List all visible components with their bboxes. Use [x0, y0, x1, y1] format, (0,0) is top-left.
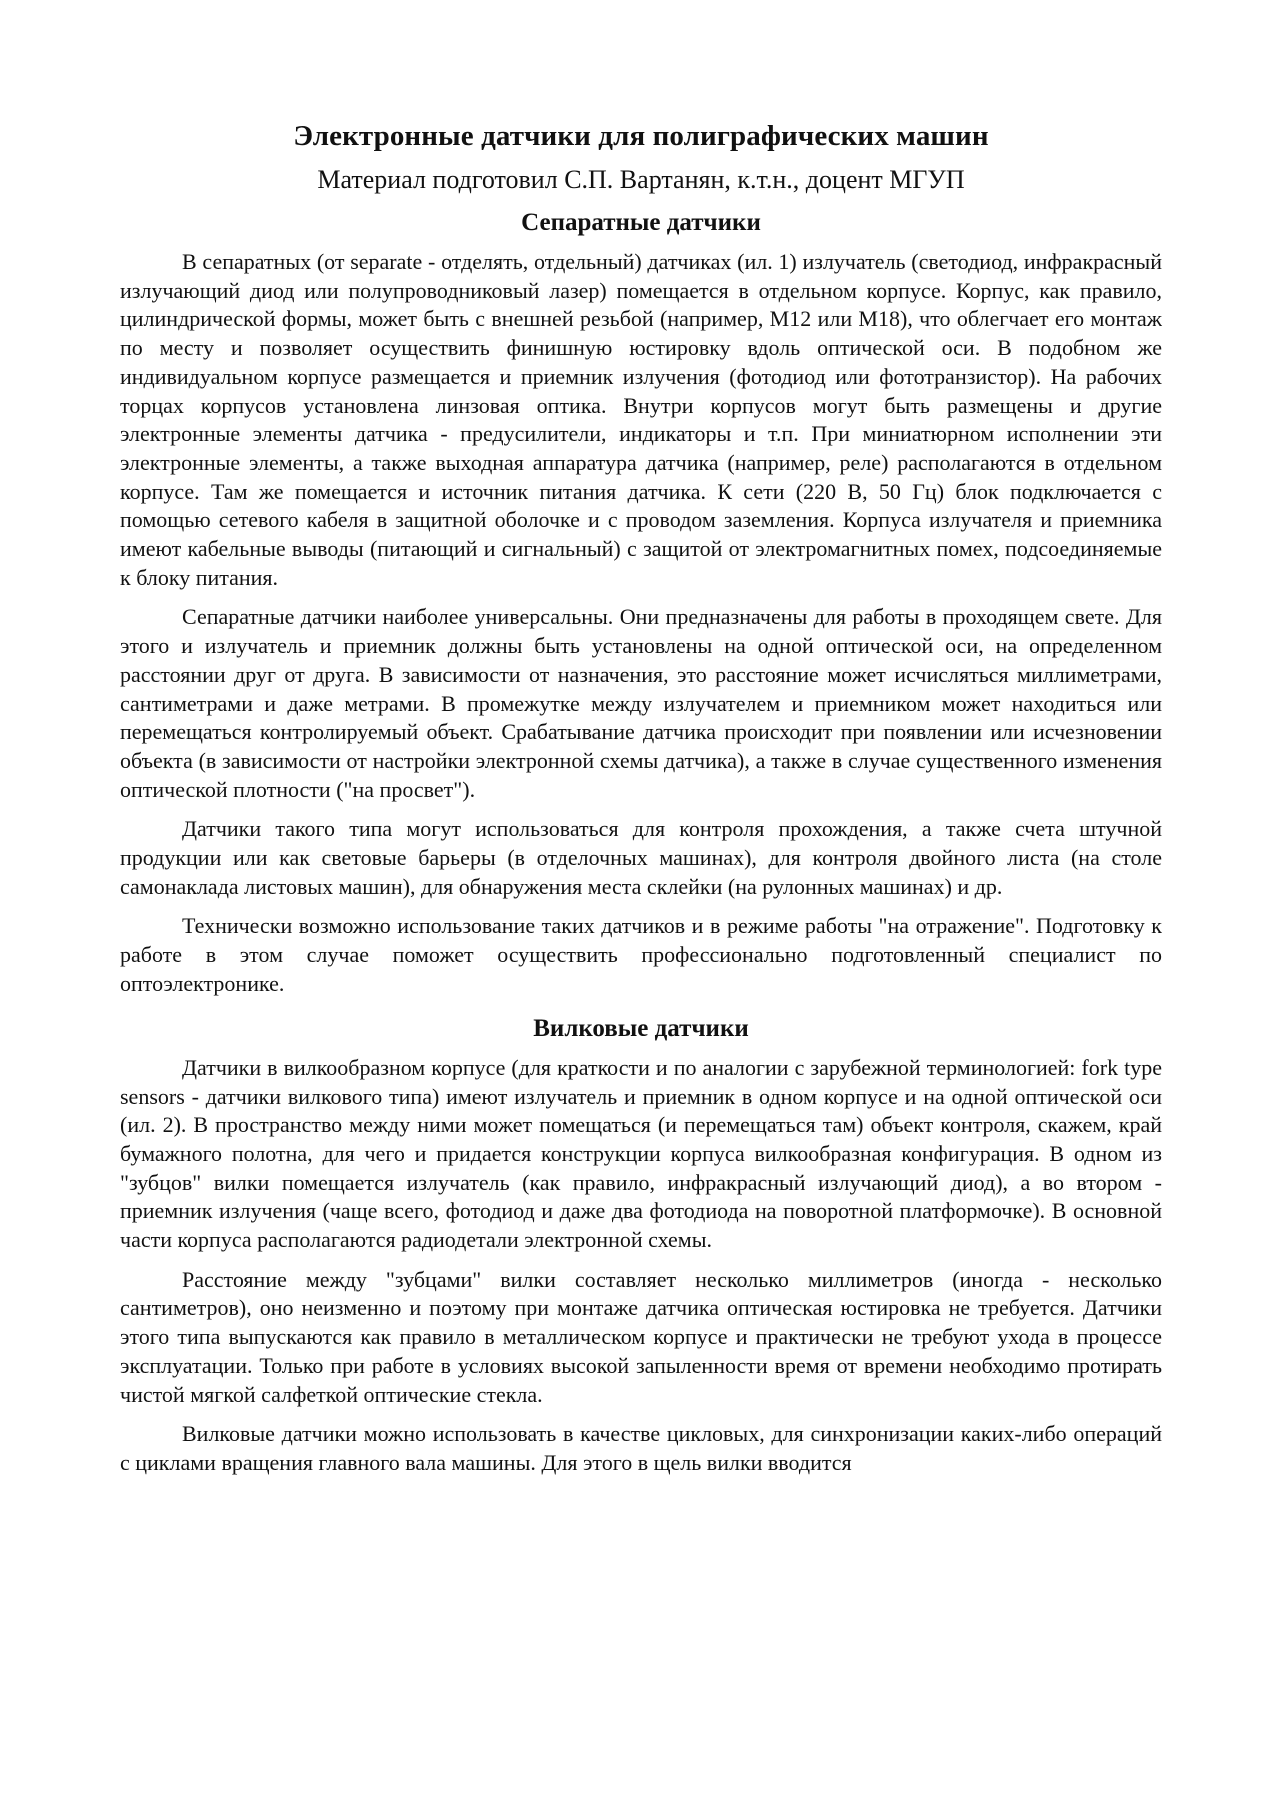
section-heading: Сепаратные датчики	[521, 208, 761, 236]
paragraph: Датчики в вилкообразном корпусе (для краткости и по аналогии с зарубежной терминологией: fork type sensors - датчики вилкового типа) имеют излучатель и приемник в одном корпусе и на одной оптической оси (ил. 2). В пространство между ними может помещаться (и перемещаться там) объект контроля, скажем, край бумажного полотна, для чего и придается конструкции корпуса вилкообразная конфигурация. В одном из "зубцов" вилки помещается излучатель (как правило, инфракрасный излучающий диод), а во втором - приемник излучения (чаще всего, фотодиод и даже два фотодиода на поворотной платформочке). В основной части корпуса располагаются радиодетали электронной схемы.	[120, 1054, 1162, 1253]
section-fork-sensors	[120, 1013, 1162, 1478]
paragraph: Вилковые датчики можно использовать в качестве цикловых, для синхронизации каких-либо операций с циклами вращения главного вала машины. Для этого в щель вилки вводится	[120, 1421, 1162, 1475]
document-title: Электронные датчики для полиграфических машин	[293, 120, 989, 152]
paragraph: В сепаратных (от separate - отделять, отдельный) датчиках (ил. 1) излучатель (светодиод, инфракрасный излучающий диод или полупроводниковый лазер) помещается в отдельном корпусе. Корпус, как правило, цилиндрической формы, может быть с внешней резьбой (например, М12 или М18), что облегчает его монтаж по месту и позволяет осуществить финишную юстировку вдоль оптической оси. В подобном же индивидуальном корпусе размещается и приемник излучения (фотодиод или фототранзистор). На рабочих торцах корпусов установлена линзовая оптика. Внутри корпусов могут быть размещены и другие электронные элементы датчика - предусилители, индикаторы и т.п. При миниатюрном исполнении эти электронные элементы, а также выходная аппаратура датчика (например, реле) располагаются в отдельном корпусе. Там же помещается и источник питания датчика. К сети (220 В, 50 Гц) блок подключается с помощью сетевого кабеля в защитной оболочке и с проводом заземления. Корпуса излучателя и приемника имеют кабельные выводы (питающий и сигнальный) с защитой от электромагнитных помех, подсоединяемые к блоку питания.	[120, 249, 1162, 590]
document-author: Материал подготовил С.П. Вартанян, к.т.н., доцент МГУП	[317, 165, 965, 195]
paragraph: Сепаратные датчики наиболее универсальны. Они предназначены для работы в проходящем свете. Для этого и излучатель и приемник должны быть установлены на одной оптической оси, на определенном расстоянии друг от друга. В зависимости от назначения, это расстояние может исчисляться миллиметрами, сантиметрами и даже метрами. В промежутке между излучателем и приемником может находиться или перемещаться контролируемый объект. Срабатывание датчика происходит при появлении или исчезновении объекта (в зависимости от настройки электронной схемы датчика), а также в случае существенного изменения оптической плотности ("на просвет").	[120, 604, 1162, 802]
section-separate-sensors	[120, 207, 1162, 999]
section-heading: Вилковые датчики	[533, 1014, 749, 1042]
paragraph: Расстояние между "зубцами" вилки составляет несколько миллиметров (иногда - несколько сантиметров), оно неизменно и поэтому при монтаже датчика оптическая юстировка не требуется. Датчики этого типа выпускаются как правило в металлическом корпусе и практически не требуют ухода в процессе эксплуатации. Только при работе в условиях высокой запыленности время от времени необходимо протирать чистой мягкой салфеткой оптические стекла.	[120, 1266, 1162, 1407]
paragraph: Датчики такого типа могут использоваться для контроля прохождения, а также счета штучной продукции или как световые барьеры (в отделочных машинах), для контроля двойного листа (на столе самонаклада листовых машин), для обнаружения места склейки (на рулонных машинах) и др.	[120, 816, 1162, 899]
paragraph: Технически возможно использование таких датчиков и в режиме работы "на отражение". Подготовку к работе в этом случае поможет осуществить профессионально подготовленный специалист по оптоэлектронике.	[120, 913, 1162, 996]
